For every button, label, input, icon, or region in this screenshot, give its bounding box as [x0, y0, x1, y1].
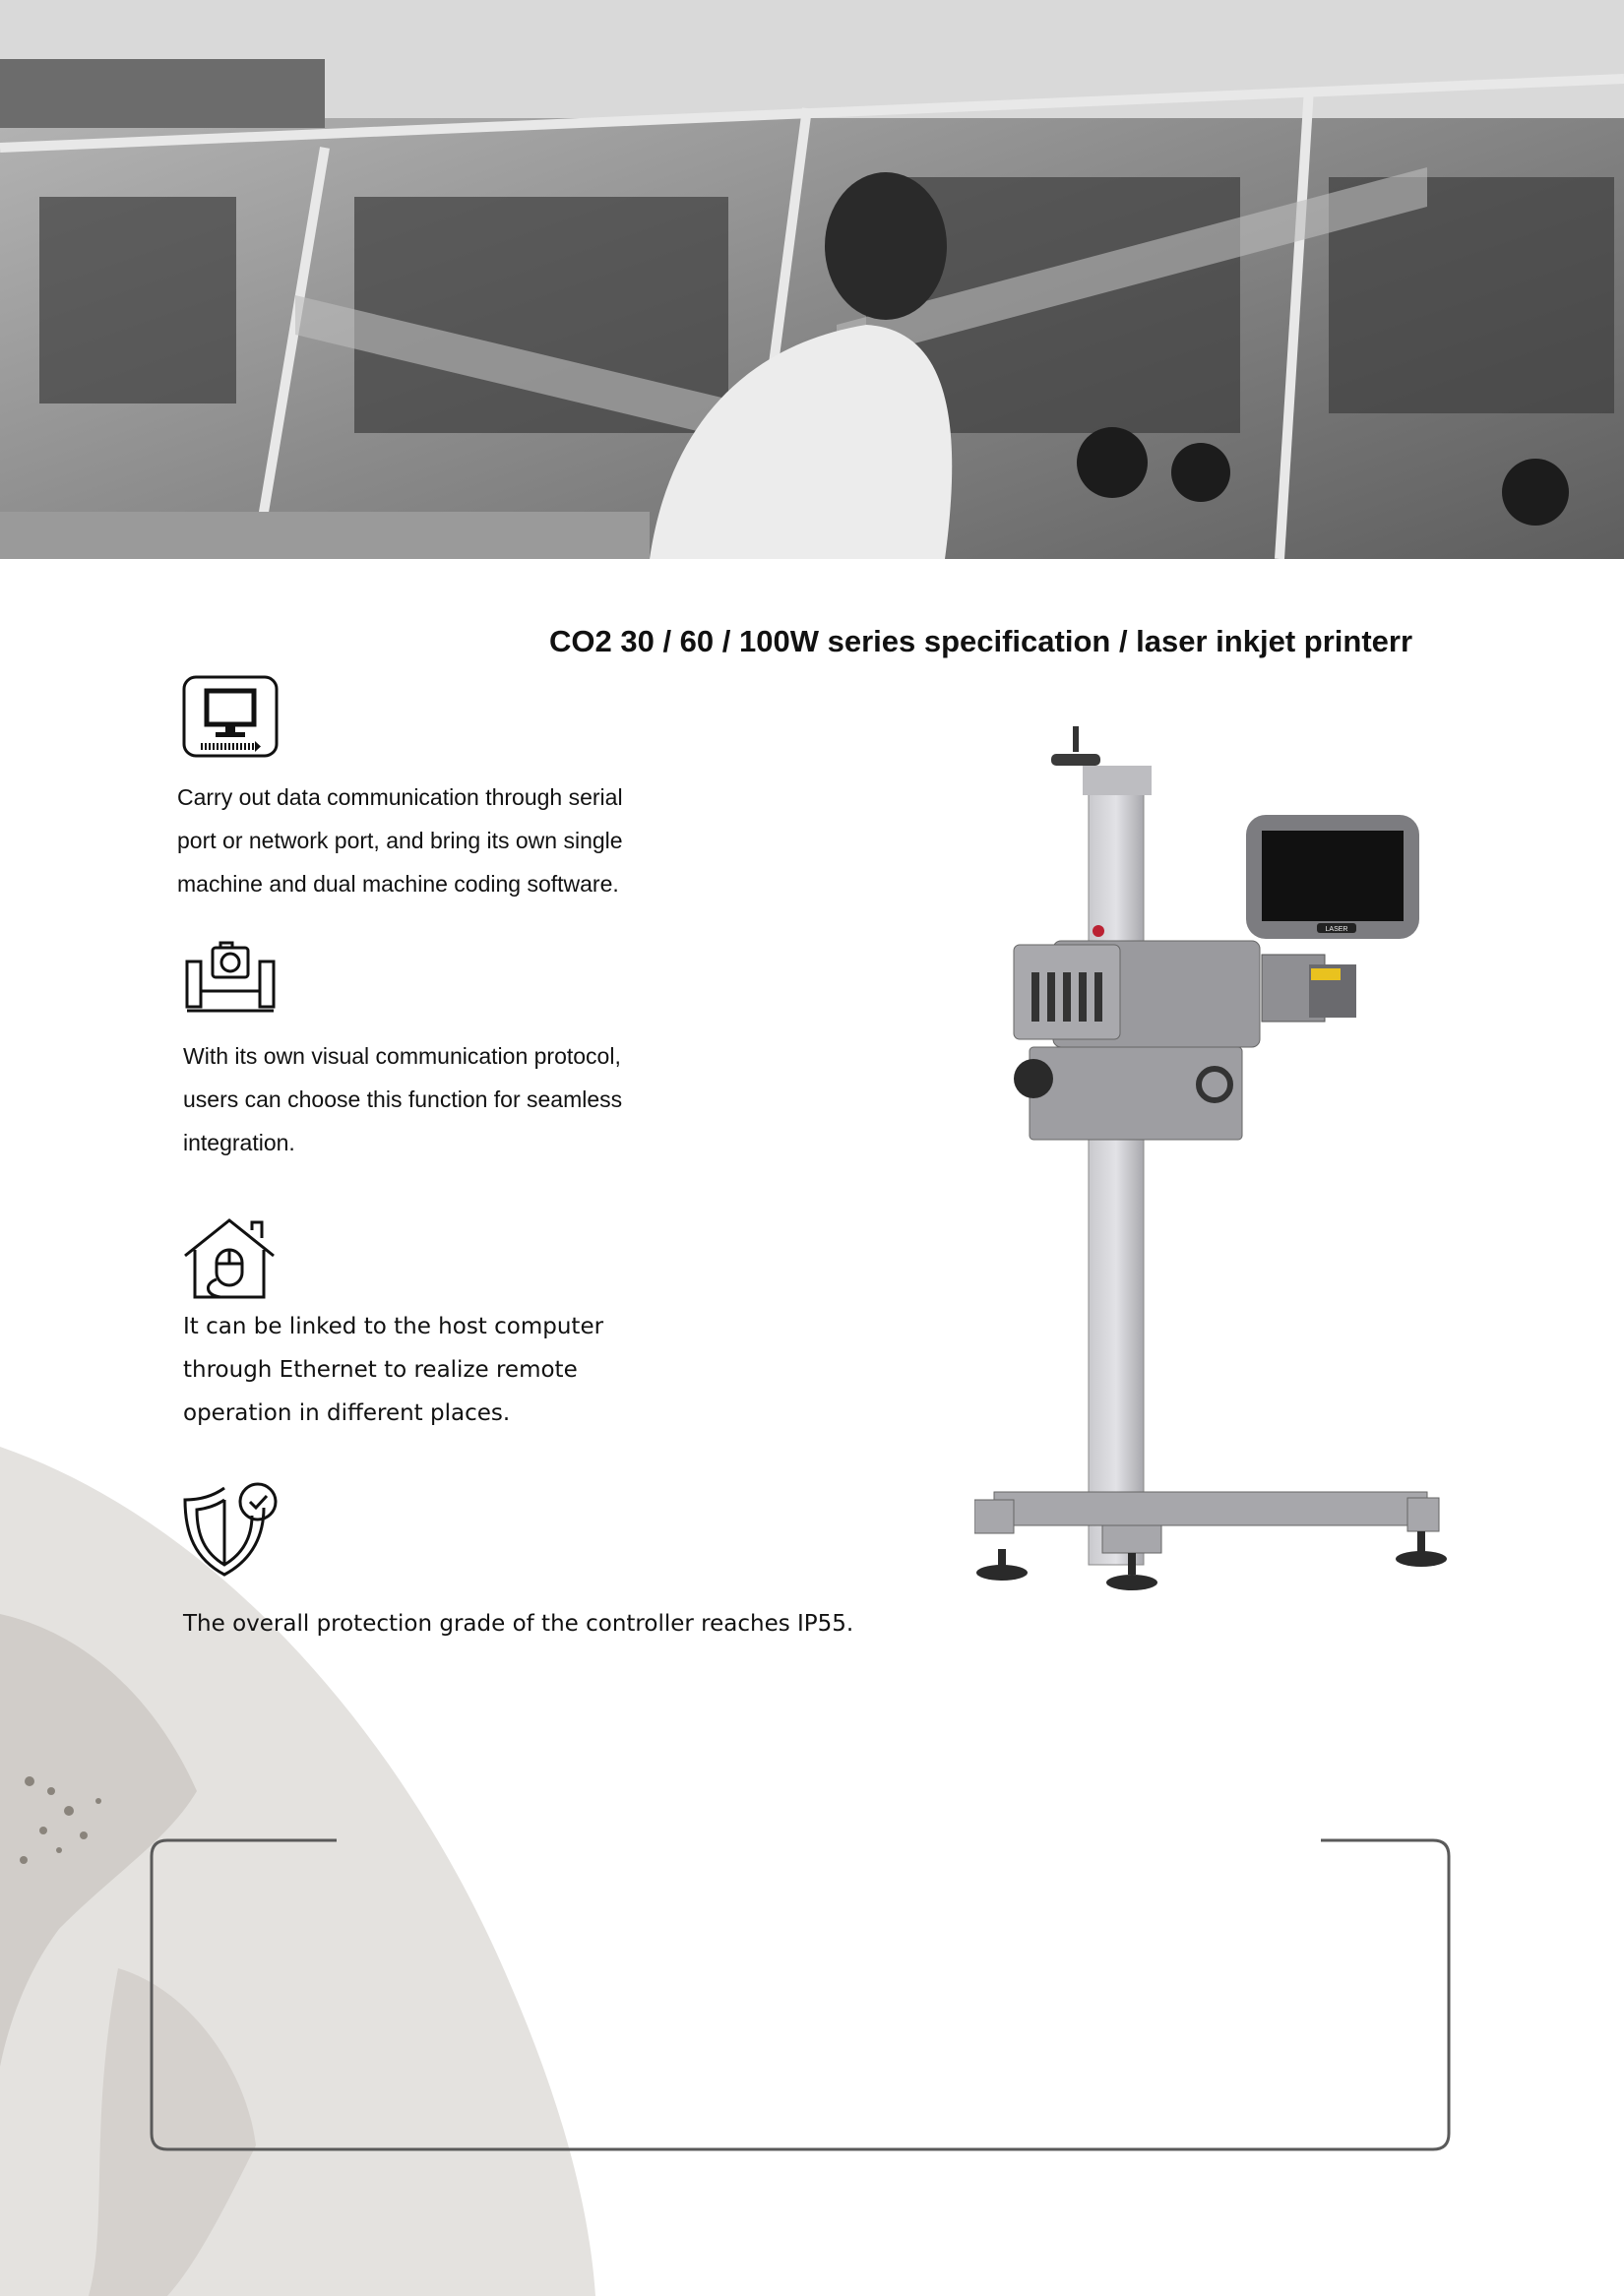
feature-line: It can be linked to the host computer — [183, 1314, 604, 1339]
machine-label: LASER — [1325, 926, 1348, 933]
camera-vision-icon — [183, 940, 278, 1015]
feature-1-text — [177, 776, 728, 905]
feature-4-text — [183, 1602, 1069, 1645]
laser-machine-image — [974, 726, 1447, 1602]
feature-line: machine and dual machine coding software. — [177, 871, 619, 897]
home-mouse-icon — [181, 1216, 278, 1299]
feature-line: The overall protection grade of the controller reaches IP55. — [183, 1611, 854, 1637]
feature-line: integration. — [183, 1130, 295, 1155]
monitor-icon — [182, 675, 279, 758]
feature-line: users can choose this function for seamless — [183, 1086, 623, 1112]
hero-factory-photo — [0, 0, 1624, 559]
feature-line: operation in different places. — [183, 1400, 511, 1426]
globe-background — [0, 1378, 689, 2296]
feature-2-text — [183, 1034, 734, 1164]
feature-line: Carry out data communication through serial — [177, 784, 623, 810]
feature-line: With its own visual communication protocol, — [183, 1043, 621, 1069]
feature-3-text — [183, 1305, 734, 1435]
shield-check-icon — [181, 1480, 280, 1579]
page-title: CO2 30 / 60 / 100W series specification / laser inkjet printerr — [549, 624, 1413, 658]
feature-line: through Ethernet to realize remote — [183, 1357, 578, 1383]
feature-line: port or network port, and bring its own single — [177, 828, 623, 853]
content-frame — [150, 1838, 1451, 2151]
